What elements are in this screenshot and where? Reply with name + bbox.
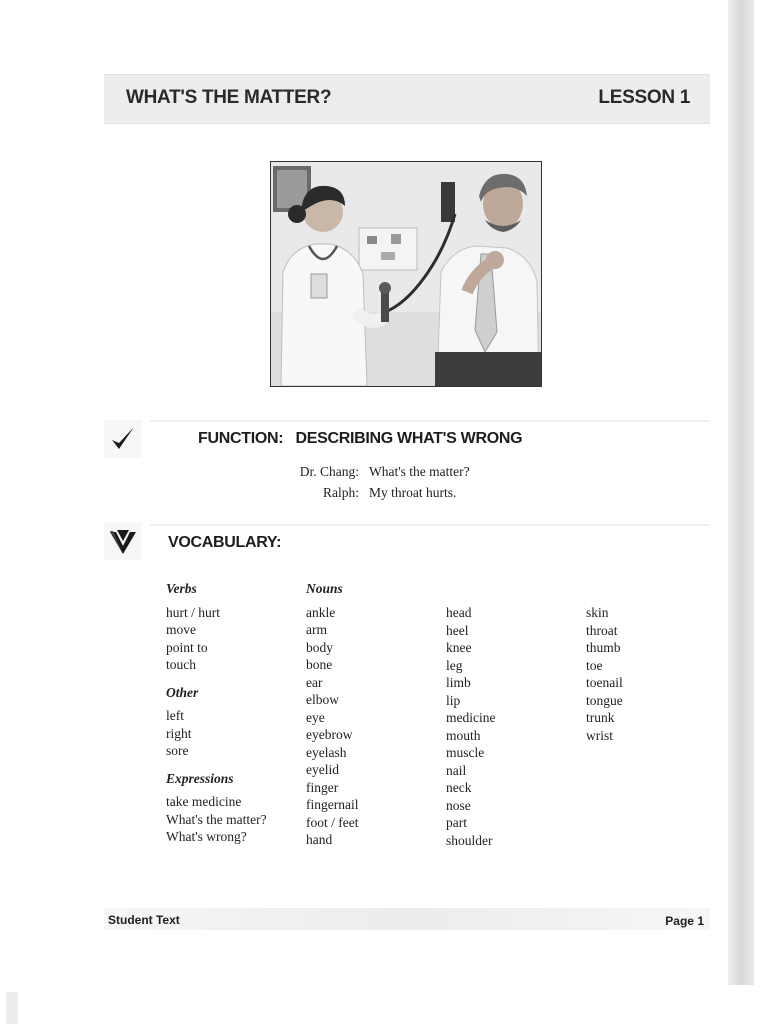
- vocab-word: leg: [446, 657, 463, 673]
- vocab-word: elbow: [306, 692, 339, 707]
- vocab-word: eyelid: [306, 762, 339, 777]
- vocab-word: trunk: [586, 710, 615, 725]
- vocab-word: mouth: [446, 727, 481, 743]
- vocab-word: body: [306, 639, 333, 655]
- vocab-word: shoulder: [446, 832, 493, 848]
- vocab-column-verbs: [166, 580, 267, 846]
- vocab-word: heel: [446, 622, 469, 638]
- vocab-word: neck: [446, 780, 472, 795]
- other-heading: Other: [166, 684, 199, 700]
- vocab-word: muscle: [446, 745, 485, 760]
- vocab-word: What's the matter?: [166, 811, 267, 827]
- lesson-number: LESSON 1: [598, 87, 690, 108]
- dialog-text: My throat hurts.: [369, 485, 457, 500]
- vocab-word: throat: [586, 622, 618, 638]
- vocab-word: sore: [166, 743, 189, 758]
- expressions-heading: Expressions: [166, 770, 234, 786]
- vocab-word: part: [446, 815, 467, 830]
- vocab-word: foot / feet: [306, 814, 359, 830]
- vocab-word: thumb: [586, 640, 621, 655]
- page-footer: [104, 908, 710, 930]
- vocab-word: take medicine: [166, 794, 242, 809]
- vocab-word: left: [166, 708, 184, 723]
- vocab-word: wrist: [586, 727, 613, 743]
- chevron-stack-icon: [108, 526, 138, 556]
- lesson-title: WHAT'S THE MATTER?: [126, 87, 332, 108]
- lesson-header: [104, 74, 710, 124]
- vocab-word: finger: [306, 779, 339, 795]
- section-divider-middle: [150, 524, 710, 526]
- dialog-line: [240, 482, 470, 503]
- vocab-word: ear: [306, 674, 323, 690]
- vocab-word: touch: [166, 657, 196, 672]
- vocab-column-nouns-2: [446, 604, 495, 849]
- vocab-word: right: [166, 725, 192, 741]
- vocab-word: fingernail: [306, 797, 359, 812]
- vocabulary-icon-box: [104, 522, 142, 560]
- checkmark-icon: [108, 424, 138, 454]
- footer-student-text: Student Text: [108, 913, 180, 927]
- scan-corner-mark: [6, 992, 18, 1024]
- function-heading: [198, 430, 522, 448]
- nouns-heading: Nouns: [306, 581, 343, 596]
- dialog-line: [240, 461, 470, 482]
- vocab-word: limb: [446, 675, 471, 690]
- page-edge-shadow: [728, 0, 754, 985]
- doctor-patient-photo: [270, 161, 542, 387]
- vocab-word: skin: [586, 605, 609, 620]
- vocab-word: toenail: [586, 675, 623, 690]
- vocab-word: bone: [306, 657, 333, 672]
- function-icon-box: [104, 420, 142, 458]
- vocab-word: eyelash: [306, 744, 347, 760]
- vocab-word: hand: [306, 832, 333, 847]
- footer-page-number: Page 1: [665, 914, 704, 928]
- function-label: FUNCTION:: [198, 430, 284, 447]
- verbs-heading: Verbs: [166, 581, 197, 596]
- vocab-word: What's wrong?: [166, 829, 247, 844]
- vocab-word: eyebrow: [306, 727, 353, 742]
- dialog-speaker: Ralph:: [323, 485, 359, 500]
- function-topic: DESCRIBING WHAT'S WRONG: [295, 430, 523, 447]
- example-dialog: [240, 461, 470, 503]
- vocab-word: lip: [446, 692, 461, 708]
- dialog-text: What's the matter?: [369, 464, 470, 479]
- vocab-word: tongue: [586, 692, 623, 708]
- vocab-word: eye: [306, 709, 325, 725]
- vocab-word: head: [446, 605, 472, 620]
- vocabulary-heading: VOCABULARY:: [168, 534, 282, 551]
- vocab-word: arm: [306, 622, 327, 637]
- vocab-column-nouns-1: [306, 580, 358, 849]
- vocab-word: nose: [446, 797, 471, 813]
- vocab-word: ankle: [306, 604, 336, 620]
- vocab-word: move: [166, 622, 196, 637]
- vocab-word: point to: [166, 639, 208, 655]
- section-divider-top: [150, 420, 710, 422]
- vocab-word: medicine: [446, 710, 496, 725]
- vocab-word: hurt / hurt: [166, 604, 220, 620]
- dialog-speaker: Dr. Chang:: [299, 464, 359, 479]
- vocab-word: knee: [446, 640, 472, 655]
- vocab-column-nouns-3: [586, 604, 623, 744]
- vocab-word: toe: [586, 657, 603, 673]
- vocab-word: nail: [446, 762, 467, 778]
